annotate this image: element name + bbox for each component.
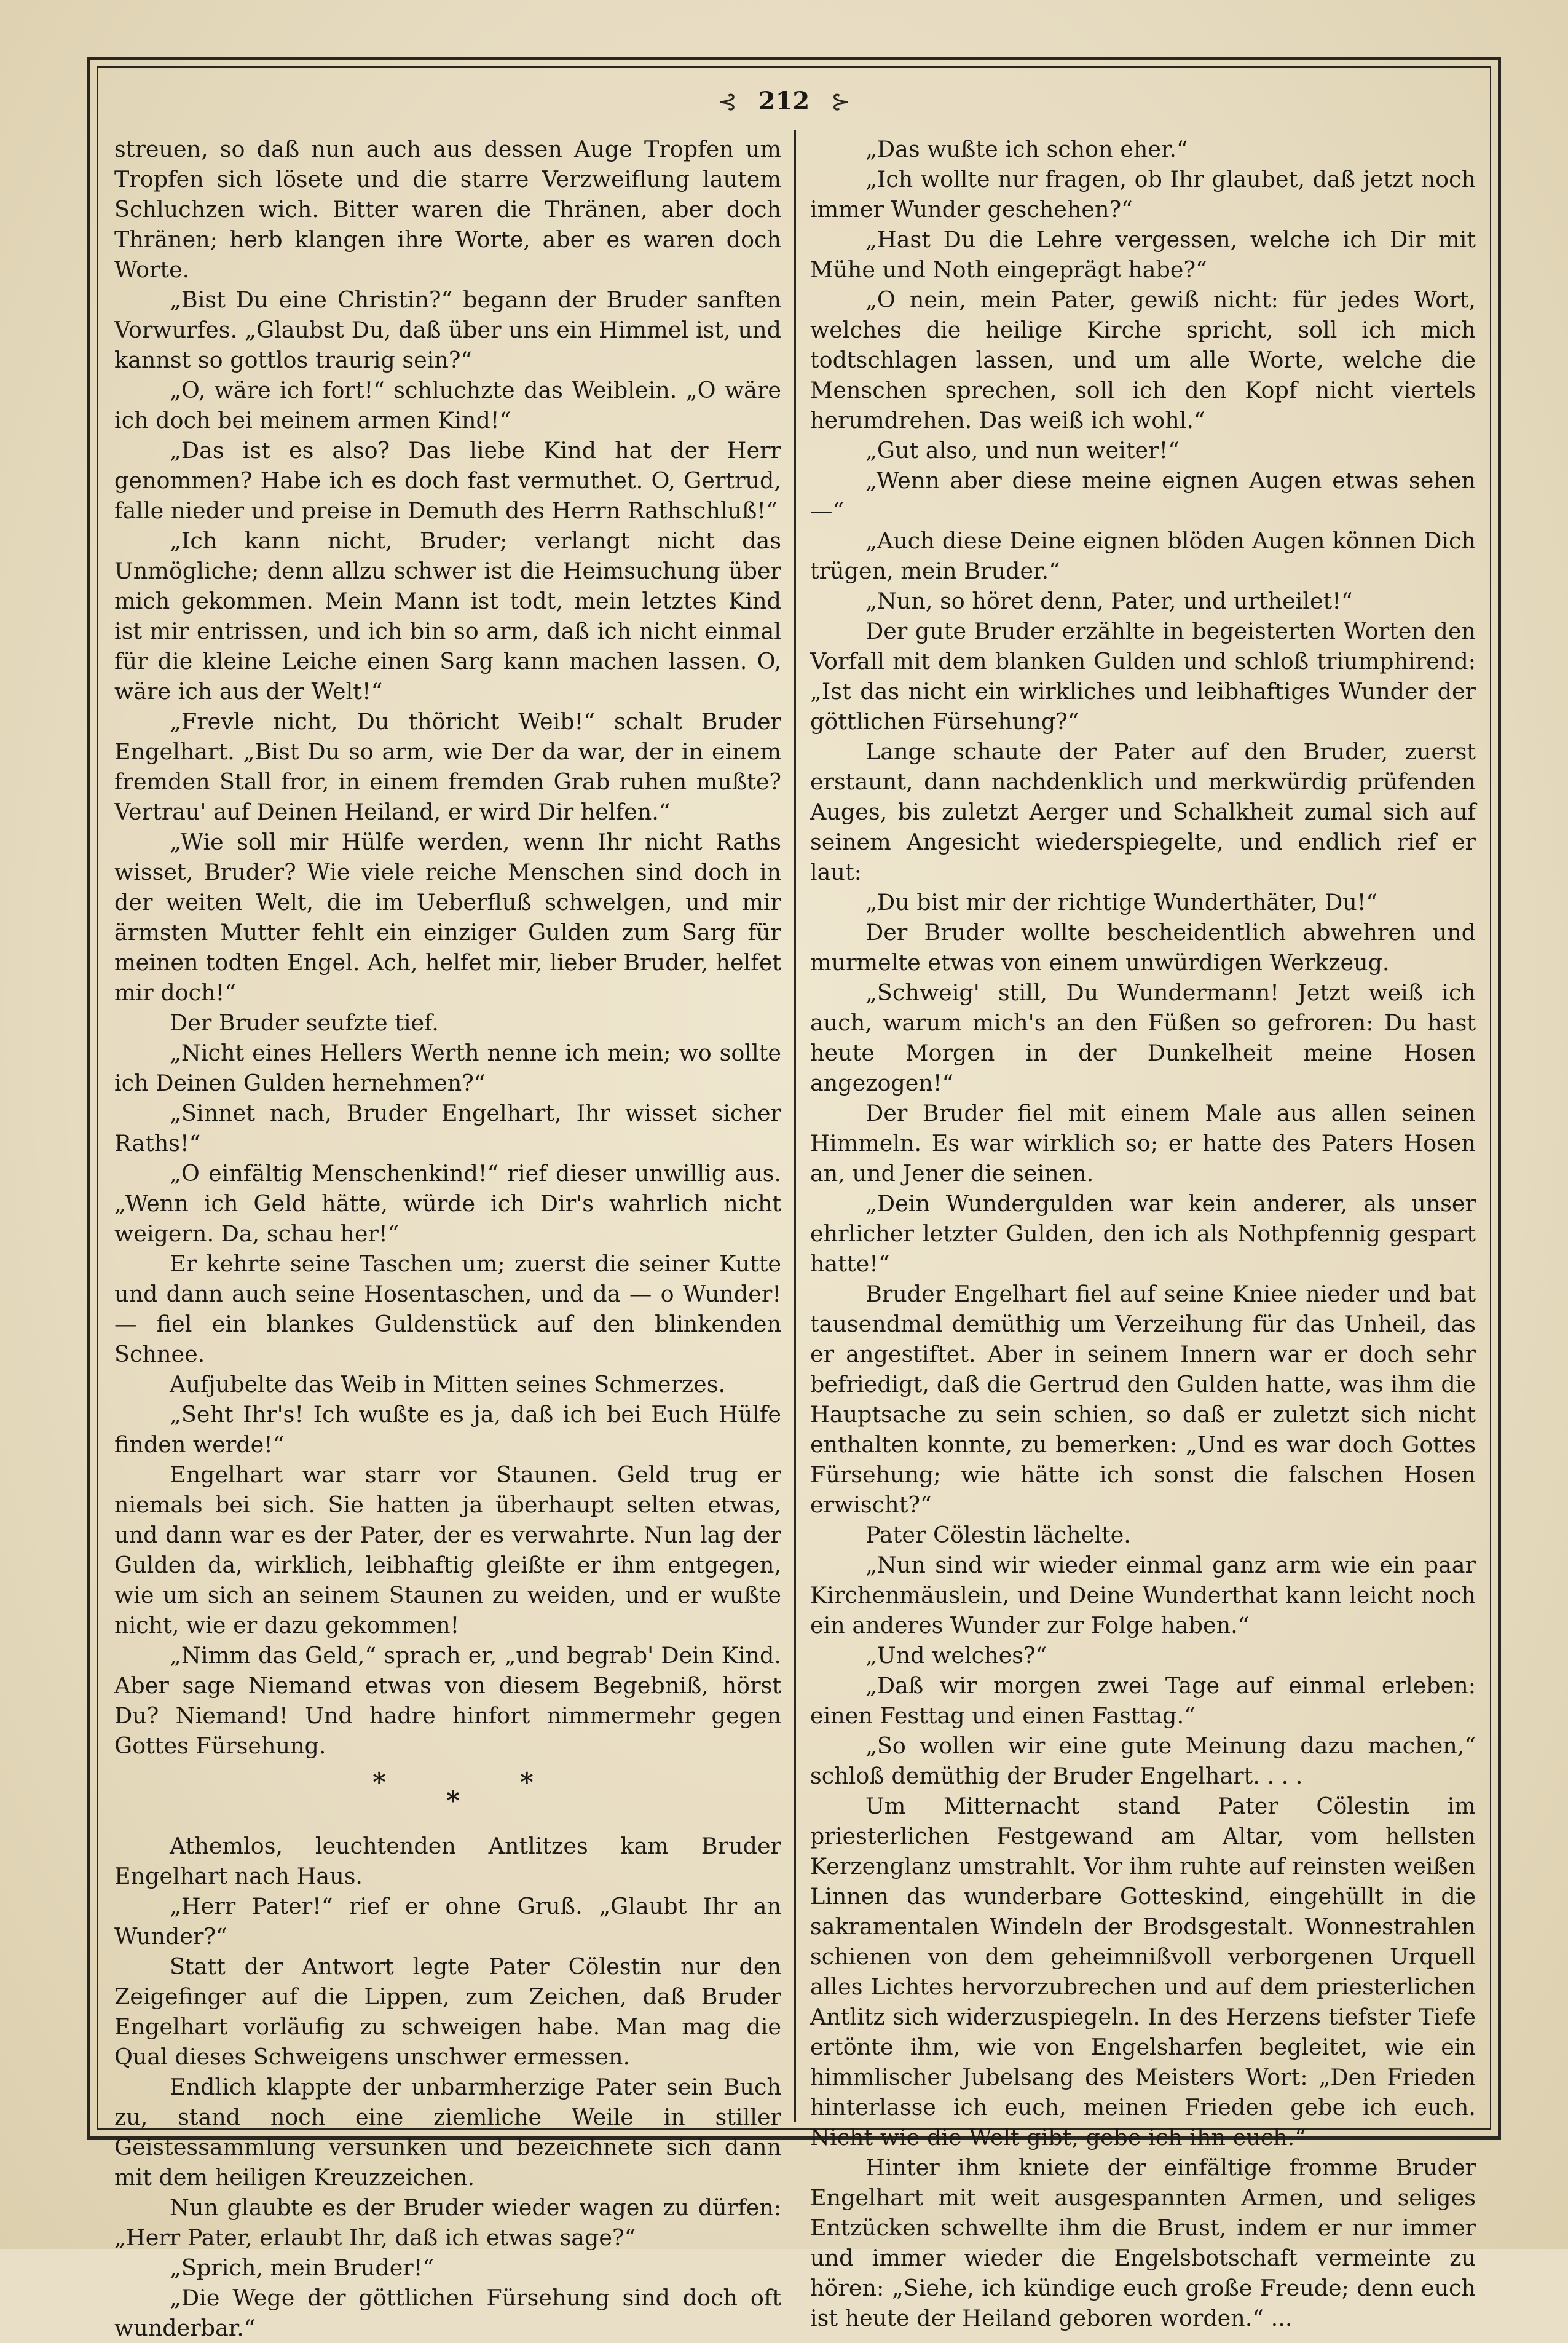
paragraph: Nun glaubte es der Bruder wieder wagen zu dürfen: „Herr Pater, erlaubt Ihr, daß ich etwas sage?“ <box>114 2194 781 2251</box>
paragraph: „Nimm das Geld,“ sprach er, „und begrab' Dein Kind. Aber sage Niemand etwas von diesem Begebniß, hörst Du? Niemand! Und hadre hinfort nimmermehr gegen Gottes Fürsehung. <box>114 1642 781 1759</box>
paragraph: „Nun, so höret denn, Pater, und urtheilet!“ <box>865 588 1353 614</box>
paragraph: „Ich wollte nur fragen, ob Ihr glaubet, daß jetzt noch immer Wunder geschehen?“ <box>810 166 1476 223</box>
paragraph: „So wollen wir eine gute Meinung dazu machen,“ schloß demüthig der Bruder Engelhart. . . . <box>810 1733 1476 1789</box>
page-header <box>0 80 1568 123</box>
asterisk: * <box>520 1767 534 1797</box>
paragraph: „Daß wir morgen zwei Tage auf einmal erleben: einen Festtag und einen Fasttag.“ <box>810 1672 1476 1729</box>
paragraph: „Du bist mir der richtige Wunderthäter, Du!“ <box>865 889 1378 915</box>
paragraph: „O nein, mein Pater, gewiß nicht: für jedes Wort, welches die heilige Kirche spricht, soll ich mich todtschlagen lassen, und um alle Worte, welche die Menschen sprechen, soll ich den Kopf nicht viertels herumdrehen. Das weiß ich wohl.“ <box>810 286 1476 433</box>
paragraph: „Bist Du eine Christin?“ begann der Bruder sanften Vorwurfes. „Glaubst Du, daß über uns ein Himmel ist, und kannst so gottlos traurig sein?“ <box>114 286 781 373</box>
paragraph: „Die Wege der göttlichen Fürsehung sind doch oft wunderbar.“ <box>114 2285 781 2341</box>
paragraph: „O einfältig Menschenkind!“ rief dieser unwillig aus. „Wenn ich Geld hätte, würde ich Dir's wahrlich nicht weigern. Da, schau her!“ <box>114 1160 781 1247</box>
paragraph: „Sinnet nach, Bruder Engelhart, Ihr wisset sicher Raths!“ <box>114 1100 781 1156</box>
paragraph: „Dein Wundergulden war kein anderer, als unser ehrlicher letzter Gulden, den ich als Nothpfennig gespart hatte!“ <box>810 1190 1476 1277</box>
paragraph: Endlich klappte der unbarmherzige Pater sein Buch zu, stand noch eine ziemliche Weile in stiller Geistessammlung versunken und bezeichnete sich dann mit dem heiligen Kreuzzeichen. <box>114 2074 781 2191</box>
paragraph: „Nicht eines Hellers Werth nenne ich mein; wo sollte ich Deinen Gulden hernehmen?“ <box>114 1040 781 1096</box>
paragraph: Bruder Engelhart fiel auf seine Kniee nieder und bat tausendmal demüthig um Verzeihung für das Unheil, das er angestiftet. Aber in seinem Innern war er doch sehr befriedigt, daß die Gertrud den Gulden hatte, was ihm die Hauptsache zu sein schien, so daß er zuletzt sich nicht enthalten konnte, zu bemerken: „Und es war doch Gottes Fürsehung; wie hätte ich sonst die falschen Hosen erwischt?“ <box>810 1281 1476 1518</box>
page-number: 212 <box>758 87 810 116</box>
paragraph: Der Bruder fiel mit einem Male aus allen seinen Himmeln. Es war wirklich so; er hatte des Paters Hosen an, und Jener die seinen. <box>810 1100 1476 1187</box>
paragraph: „Hast Du die Lehre vergessen, welche ich Dir mit Mühe und Noth eingeprägt habe?“ <box>810 226 1476 283</box>
ornament-right-icon: ⊱ <box>830 88 851 115</box>
paragraph: Der Bruder seufzte tief. <box>170 1010 439 1036</box>
ornament-left-icon: ⊰ <box>717 88 738 115</box>
asterisk: * <box>372 1767 386 1797</box>
right-column <box>810 134 1476 2331</box>
asterisk: * <box>446 1785 460 1816</box>
paragraph: „Ich kann nicht, Bruder; verlangt nicht das Unmögliche; denn allzu schwer ist die Heimsuchung über mich gekommen. Mein Mann ist todt, mein letztes Kind ist mir entrissen, und ich bin so arm, daß ich nicht einmal für die kleine Leiche einen Sarg kann machen lassen. O, wäre ich aus der Welt!“ <box>114 527 781 705</box>
paragraph: Er kehrte seine Taschen um; zuerst die seiner Kutte und dann auch seine Hosentaschen, und da — o Wunder! — fiel ein blankes Guldenstück auf den blinkenden Schnee. <box>114 1251 781 1367</box>
paragraph: Athemlos, leuchtenden Antlitzes kam Bruder Engelhart nach Haus. <box>114 1833 781 1889</box>
paragraph: Um Mitternacht stand Pater Cölestin im priesterlichen Festgewand am Altar, vom hellsten Kerzenglanz umstrahlt. Vor ihm ruhte auf reinsten weißen Linnen das wunderbare Gotteskind, eingehüllt in die sakramentalen Windeln der Brodsgestalt. Wonnestrahlen schienen von dem geheimnißvoll verborgenen Urquell alles Lichtes hervorzubrechen und auf dem priesterlichen Antlitz sich widerzuspiegeln. In des Herzens tiefster Tiefe ertönte ihm, wie von Engelsharfen begleitet, wie ein himmlischer Jubelsang des Meisters Wort: „Den Frieden hinterlasse ich euch, meinen Frieden gebe ich euch. Nicht wie die Welt gibt, gebe ich ihn euch.“ <box>810 1793 1476 2151</box>
paragraph: „Wenn aber diese meine eignen Augen etwas sehen —“ <box>810 467 1476 524</box>
paragraph: „Auch diese Deine eignen blöden Augen können Dich trügen, mein Bruder.“ <box>810 527 1476 584</box>
left-column <box>114 134 781 2341</box>
paragraph: Aufjubelte das Weib in Mitten seines Schmerzes. <box>170 1371 726 1397</box>
paragraph: Hinter ihm kniete der einfältige fromme Bruder Engelhart mit weit ausgespannten Armen, und seliges Entzücken schwellte ihm die Brust, indem er nur immer und immer wieder die Engelsbotschaft vermeinte zu hören: „Siehe, ich kündige euch große Freude; denn euch ist heute der Heiland geboren worden.“ ... <box>810 2154 1476 2331</box>
paragraph: Der Bruder wollte bescheidentlich abwehren und murmelte etwas von einem unwürdigen Werkzeug. <box>810 919 1476 976</box>
paragraph: Engelhart war starr vor Staunen. Geld trug er niemals bei sich. Sie hatten ja überhaupt selten etwas, und dann war es der Pater, der es verwahrte. Nun lag der Gulden da, wirklich, leibhaftig gleißte er ihm entgegen, wie um sich an seinem Staunen zu weiden, und er wußte nicht, wie er dazu gekommen! <box>114 1461 781 1638</box>
paragraph: „Und welches?“ <box>865 1642 1047 1669</box>
paragraph: „Das ist es also? Das liebe Kind hat der Herr genommen? Habe ich es doch fast vermuthet. O, Gertrud, falle nieder und preise in Demuth des Herrn Rathschluß!“ <box>114 437 781 524</box>
paragraph: Der gute Bruder erzählte in begeisterten Worten den Vorfall mit dem blanken Gulden und schloß triumphirend: „Ist das nicht ein wirkliches und leibhaftiges Wunder der göttlichen Fürsehung?“ <box>810 618 1476 735</box>
paragraph: „Gut also, und nun weiter!“ <box>865 437 1180 464</box>
paragraph: streuen, so daß nun auch aus dessen Auge Tropfen um Tropfen sich lösete und die starre Verzweiflung lautem Schluchzen wich. Bitter waren die Thränen, aber doch Thränen; herb klangen ihre Worte, aber es waren doch Worte. <box>114 136 781 283</box>
paragraph: Statt der Antwort legte Pater Cölestin nur den Zeigefinger auf die Lippen, zum Zeichen, daß Bruder Engelhart vorläufig zu schweigen habe. Man mag die Qual dieses Schweigens unschwer ermessen. <box>114 1953 781 2070</box>
paragraph: „Seht Ihr's! Ich wußte es ja, daß ich bei Euch Hülfe finden werde!“ <box>114 1401 781 1458</box>
paragraph: Lange schaute der Pater auf den Bruder, zuerst erstaunt, dann nachdenklich und merkwürdig prüfenden Auges, bis zuletzt Aerger und Schalkheit zumal sich auf seinem Angesicht wiederspiegelte, und endlich rief er laut: <box>810 738 1476 885</box>
paragraph: „Herr Pater!“ rief er ohne Gruß. „Glaubt Ihr an Wunder?“ <box>114 1893 781 1950</box>
paragraph: Pater Cölestin lächelte. <box>865 1522 1131 1548</box>
paragraph: „Nun sind wir wieder einmal ganz arm wie ein paar Kirchenmäuslein, und Deine Wunderthat kann leicht noch ein anderes Wunder zur Folge haben.“ <box>810 1552 1476 1638</box>
section-break <box>114 1766 781 1825</box>
paragraph: „Sprich, mein Bruder!“ <box>170 2254 435 2281</box>
column-divider <box>794 130 796 2122</box>
paragraph: „Frevle nicht, Du thöricht Weib!“ schalt Bruder Engelhart. „Bist Du so arm, wie Der da war, der in einem fremden Stall fror, in einem fremden Grab ruhen mußte? Vertrau' auf Deinen Heiland, er wird Dir helfen.“ <box>114 708 781 825</box>
paragraph: „Das wußte ich schon eher.“ <box>865 136 1188 162</box>
paragraph: „Wie soll mir Hülfe werden, wenn Ihr nicht Raths wisset, Bruder? Wie viele reiche Menschen sind doch in der weiten Welt, die im Ueberfluß schwelgen, und mir ärmsten Mutter fehlt ein einziger Gulden zum Sarg für meinen todten Engel. Ach, helfet mir, lieber Bruder, helfet mir doch!“ <box>114 829 781 1006</box>
paragraph: „O, wäre ich fort!“ schluchzte das Weiblein. „O wäre ich doch bei meinem armen Kind!“ <box>114 377 781 433</box>
paragraph: „Schweig' still, Du Wundermann! Jetzt weiß ich auch, warum mich's an den Füßen so gefroren: Du hast heute Morgen in der Dunkelheit meine Hosen angezogen!“ <box>810 979 1476 1096</box>
